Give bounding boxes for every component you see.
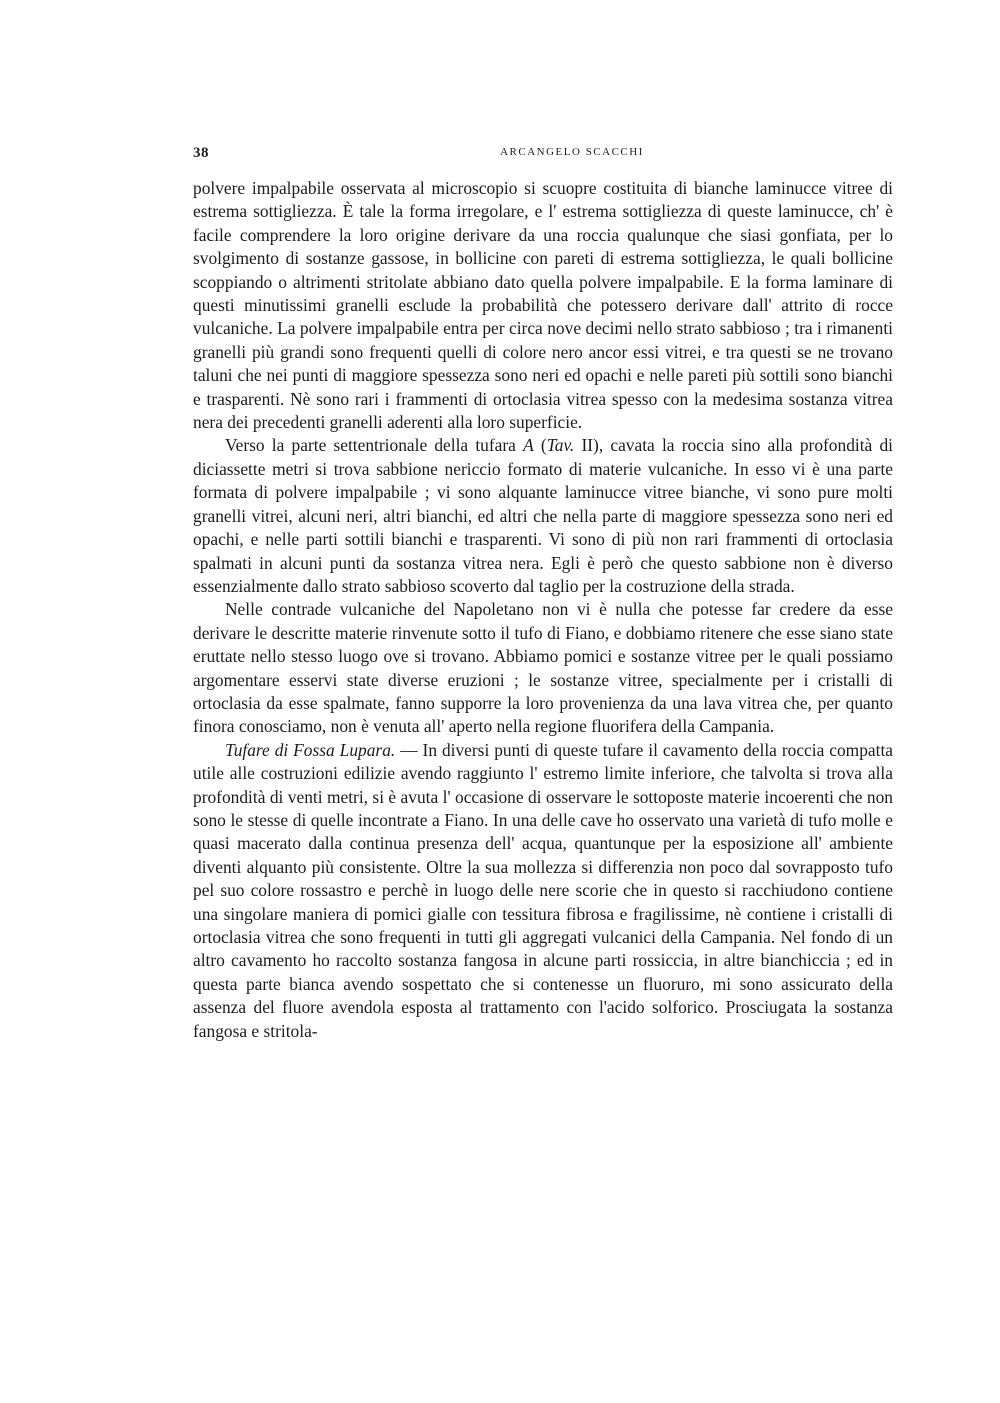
running-head: ARCANGELO SCACCHI (500, 146, 644, 158)
paragraph-4 (193, 739, 893, 1043)
paragraph-3 (193, 598, 893, 738)
paragraph-2-part-2: ( (533, 435, 547, 456)
paragraph-1 (193, 177, 893, 434)
paragraph-4-text: — In diversi punti di queste tufare il cavamento della roccia compatta utile alle costruzioni edilizie avendo raggiunto l' estremo limite inferiore, che talvolta si trova alla profondità di venti metri, si è avuta l' occasione di osservare le sottoposte materie incoerenti che non sono le stesse di quelle incontrate a Fiano. In una delle cave ho osservato una varietà di tufo molle e quasi macerato dalla continua presenza dell' acqua, quantunque per la esposizione all' ambiente diventi alquanto più consistente. Oltre la sua mollezza si differenzia non poco dal sovrapposto tufo pel suo colore rossastro e perchè in luogo delle nere scorie che in questo si racchiudono contiene una singolare maniera di pomici gialle con tessitura fibrosa e fragilissime, nè contiene i cristalli di ortoclasia vitrea che sono frequenti in tutti gli aggregati vulcanici della Campania. Nel fondo di un altro cavamento ho raccolto sostanza fangosa in alcune parti rossiccia, in altre bianchiccia ; ed in questa parte bianca avendo sospettato che si contenesse un fluoruro, mi sono assicurato della assenza del fluore avendola esposta al trattamento con l'acido solforico. Prosciugata la sostanza fangosa e stritola- (193, 739, 893, 1041)
paragraph-1-text: polvere impalpabile osservata al microscopio si scuopre costituita di bianche laminucce vitree di estrema sottigliezza. È tale la forma irregolare, e l' estrema sottigliezza di queste laminucce, ch' è facile comprendere la loro origine derivare da una roccia qualunque che siasi gonfiata, per lo svolgimento di sostanze gassose, in bollicine con pareti di estrema sottigliezza, le quali bollicine scoppiando o altrimenti stritolate abbiano dato quella polvere impalpabile. E la forma laminare di questi minutissimi granelli esclude la probabilità che potessero derivare dall' attrito di rocce vulcaniche. La polvere impalpabile entra per circa nove decimi nello strato sabbioso ; tra i rimanenti granelli più grandi sono frequenti quelli di colore nero ancor essi vitrei, e tra questi se ne trovano taluni che nei punti di maggiore spessezza sono neri ed opachi e nelle pareti più sottili sono bianchi e trasparenti. Nè sono rari i frammenti di ortoclasia vitrea spesso con la medesima sostanza vitrea nera dei precedenti granelli aderenti alla loro superficie. (193, 178, 893, 433)
paragraph-2 (193, 434, 893, 598)
tufara-letter: A (523, 435, 534, 456)
paragraph-2-part-1: Verso la parte settentrionale della tufara (225, 435, 524, 456)
section-title: Tufare di Fossa Lupara. (225, 739, 396, 760)
tavola-reference: Tav. (546, 435, 575, 456)
body-text (193, 177, 893, 1043)
page-header (193, 145, 891, 167)
paragraph-2-part-3: II), cavata la roccia sino alla profondità di diciassette metri si trova sabbione nericcio formato di materie vulcaniche. In esso vi è una parte formata di polvere impalpabile ; vi sono alquante laminucce vitree bianche, vi sono pure molti granelli vitrei, alcuni neri, altri bianchi, ed altri che nella parte di maggiore spessezza sono neri ed opachi, e nelle parti sottili bianchi e trasparenti. Vi sono di più non rari frammenti di ortoclasia spalmati in alcuni punti da sostanza vitrea nera. Egli è però che questo sabbione non è diverso essenzialmente dallo strato sabbioso scoverto dal taglio per la costruzione della strada. (193, 435, 893, 596)
paragraph-3-text: Nelle contrade vulcaniche del Napoletano non vi è nulla che potesse far credere da esse derivare le descritte materie rinvenute sotto il tufo di Fiano, e dobbiamo ritenere che esse siano state eruttate nello stesso luogo ove si trovano. Abbiamo pomici e sostanze vitree per le quali possiamo argomentare esservi state diverse eruzioni ; le sostanze vitree, specialmente per i cristalli di ortoclasia da esse spalmate, fanno supporre la loro provenienza da una lava vitrea che, per quanto finora conosciamo, non è venuta all' aperto nella regione fluorifera della Campania. (193, 599, 893, 737)
page-number: 38 (193, 145, 209, 161)
